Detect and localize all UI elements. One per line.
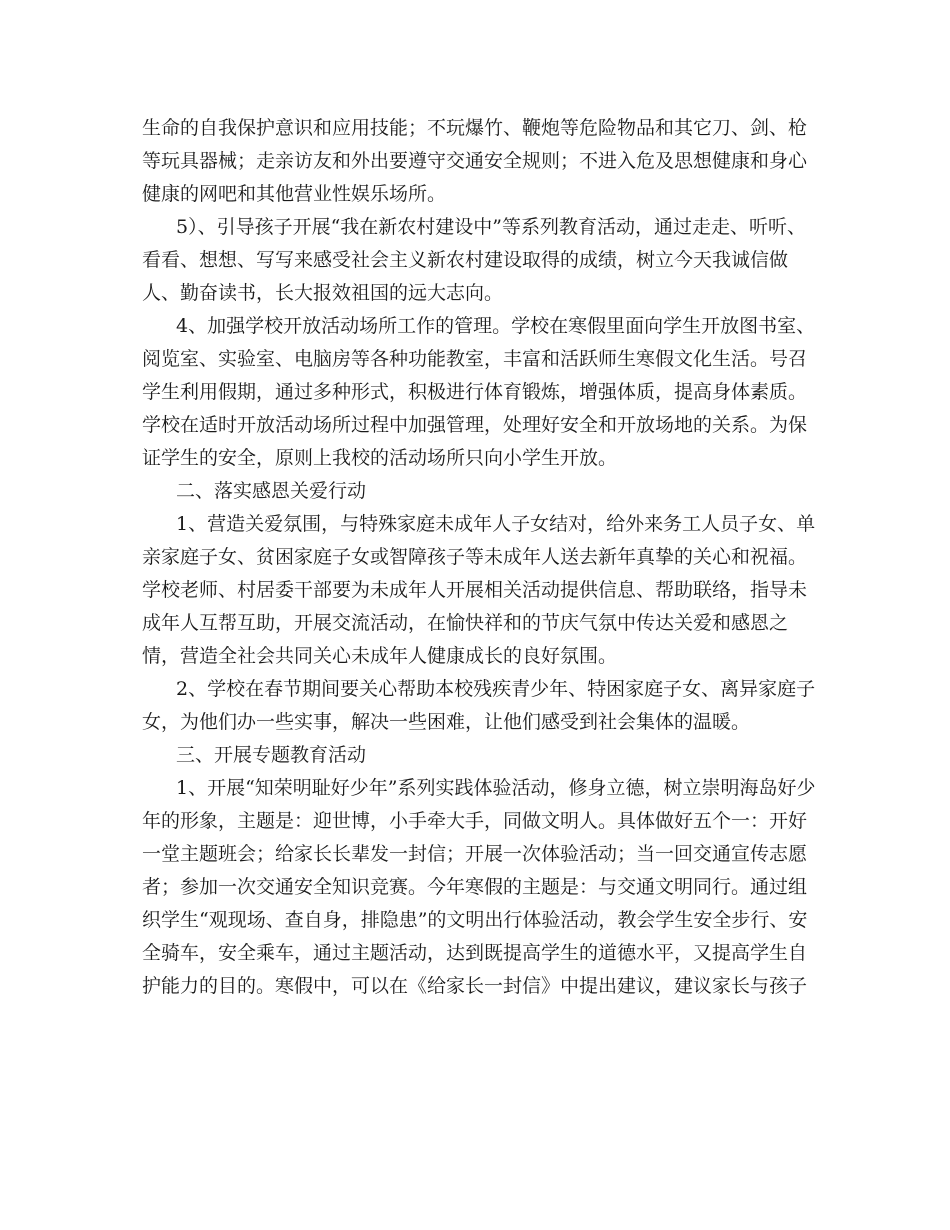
text-line: 阅览室、实验室、电脑房等各种功能教室，丰富和活跃师生寒假文化生活。号召 [142,348,808,370]
text-line: 亲家庭子女、贫困家庭子女或智障孩子等未成年人送去新年真挚的关心和祝福。 [142,546,808,568]
text-line: 一堂主题班会；给家长长辈发一封信；开展一次体验活动；当一回交通宣传志愿 [142,843,808,865]
text-line: 人、勤奋读书，长大报效祖国的远大志向。 [142,282,504,304]
document-body [142,112,814,1003]
section-heading: 三、开展专题教育活动 [176,744,367,766]
paragraph-start-line: 5）、引导孩子开展“我在新农村建设中”等系列教育活动，通过走走、听听、 [176,216,807,238]
text-line: 看看、想想、写写来感受社会主义新农村建设取得的成绩，树立今天我诚信做 [142,249,789,271]
paragraph-start-line: 4、加强学校开放活动场所工作的管理。学校在寒假里面向学生开放图书室、 [176,315,816,337]
text-line: 等玩具器械；走亲访友和外出要遵守交通安全规则；不进入危及思想健康和身心 [142,150,808,172]
text-line: 女，为他们办一些实事，解决一些困难，让他们感受到社会集体的温暖。 [142,711,751,733]
text-line: 证学生的安全，原则上我校的活动场所只向小学生开放。 [142,447,618,469]
text-line: 学校在适时开放活动场所过程中加强管理，处理好安全和开放场地的关系。为保 [142,414,808,436]
text-line: 生命的自我保护意识和应用技能；不玩爆竹、鞭炮等危险物品和其它刀、剑、枪 [142,117,808,139]
text-line: 成年人互帮互助，开展交流活动，在愉快祥和的节庆气氛中传达关爱和感恩之 [142,612,789,634]
text-line: 学生利用假期，通过多种形式，积极进行体育锻炼，增强体质，提高身体素质。 [142,381,808,403]
section-heading: 二、落实感恩关爱行动 [176,480,367,502]
text-line: 健康的网吧和其他营业性娱乐场所。 [142,183,447,205]
paragraph-start-line: 1、营造关爱氛围，与特殊家庭未成年人子女结对，给外来务工人员子女、单 [176,513,816,535]
text-line: 护能力的目的。寒假中，可以在《给家长一封信》中提出建议，建议家长与孩子 [142,975,808,997]
text-line: 织学生“观现场、查自身，排隐患”的文明出行体验活动，教会学生安全步行、安 [142,909,808,931]
text-line: 全骑车，安全乘车，通过主题活动，达到既提高学生的道德水平，又提高学生自 [142,942,808,964]
text-line: 年的形象，主题是：迎世博，小手牵大手，同做文明人。具体做好五个一：开好 [142,810,808,832]
paragraph-start-line: 1、开展“知荣明耻好少年”系列实践体验活动，修身立德，树立崇明海岛好少 [176,777,816,799]
paragraph-start-line: 2、学校在春节期间要关心帮助本校残疾青少年、特困家庭子女、离异家庭子 [176,678,816,700]
text-line: 情，营造全社会共同关心未成年人健康成长的良好氛围。 [142,645,618,667]
text-line: 学校老师、村居委干部要为未成年人开展相关活动提供信息、帮助联络，指导未 [142,579,808,601]
text-line: 者；参加一次交通安全知识竞赛。今年寒假的主题是：与交通文明同行。通过组 [142,876,808,898]
